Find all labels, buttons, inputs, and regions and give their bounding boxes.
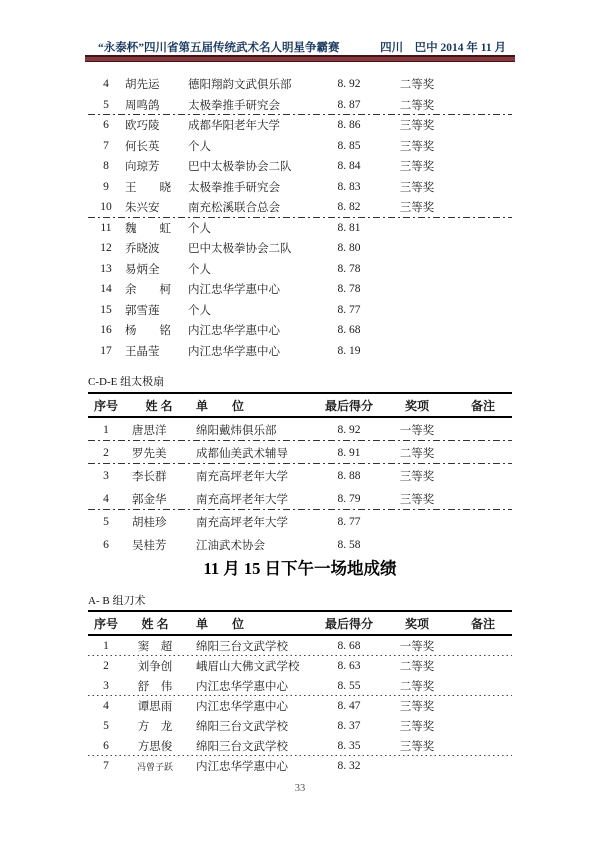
cell-no: 5 (103, 98, 109, 111)
cell-score: 8. 35 (337, 740, 361, 752)
cell-unit: 内江忠华学惠中心 (196, 681, 288, 693)
cell-unit: 个人 (188, 263, 211, 276)
table-cde-taijishan (88, 392, 512, 556)
cell-name: 唐思洋 (132, 424, 167, 437)
cell-score: 8. 77 (337, 303, 361, 316)
cell-no: 7 (103, 139, 109, 152)
cell-name: 王晶莹 (125, 345, 160, 358)
cell-name: 谭思雨 (137, 701, 173, 713)
cell-award: 二等奖 (399, 447, 435, 460)
cell-unit: 内江忠华学惠中心 (188, 345, 280, 358)
cell-name: 胡桂珍 (132, 516, 167, 529)
cell-score: 8. 19 (337, 344, 361, 357)
cell-name: 郭金华 (132, 493, 167, 506)
table-row (88, 487, 512, 510)
table-header-row (88, 610, 512, 636)
section-label-cde-taijishan: C-D-E 组太极扇 (88, 376, 165, 388)
cell-score: 8. 82 (337, 201, 361, 214)
cell-no: 17 (100, 344, 112, 357)
cell-award: 三等奖 (399, 161, 435, 174)
cell-unit: 个人 (188, 304, 211, 317)
table-row (88, 136, 512, 157)
cell-name: 吴桂芳 (132, 539, 167, 552)
cell-unit: 内江忠华学惠中心 (196, 761, 288, 773)
cell-award: 三等奖 (399, 120, 435, 133)
cell-no: 5 (103, 720, 109, 732)
cell-no: 13 (100, 262, 112, 275)
cell-no: 3 (103, 680, 109, 692)
cell-award: 三等奖 (399, 701, 435, 713)
cell-score: 8. 79 (337, 492, 361, 505)
session-heading: 11 月 15 日下午一场地成绩 (203, 559, 397, 578)
table-row (88, 95, 512, 116)
column-header-name: 姓 名 (141, 616, 169, 631)
cell-no: 2 (103, 446, 109, 459)
table-row (88, 696, 512, 716)
section-label-ab-daoshu: A- B 组刀术 (88, 595, 146, 607)
table-row (88, 418, 512, 441)
cell-no: 4 (103, 78, 109, 91)
cell-no: 1 (103, 640, 109, 652)
cell-no: 4 (103, 492, 109, 505)
cell-award: 三等奖 (399, 493, 435, 506)
cell-unit: 峨眉山大佛文武学校 (196, 661, 300, 673)
cell-name: 欧巧陵 (125, 120, 160, 133)
cell-score: 8. 88 (337, 469, 361, 482)
cell-no: 6 (103, 119, 109, 132)
table-row (88, 238, 512, 259)
table-row (88, 320, 512, 341)
table-row (88, 533, 512, 556)
cell-name: 冯曾子跃 (136, 761, 173, 772)
cell-unit: 南充高坪老年大学 (196, 493, 288, 506)
cell-unit: 个人 (188, 140, 211, 153)
cell-score: 8. 83 (337, 180, 361, 193)
column-header-award: 奖项 (404, 616, 429, 631)
cell-no: 8 (103, 160, 109, 173)
cell-no: 2 (103, 660, 109, 672)
table-row (88, 259, 512, 280)
cell-name: 魏 虹 (125, 222, 171, 235)
cell-name: 方 龙 (137, 721, 173, 733)
cell-score: 8. 63 (337, 660, 361, 672)
table-row (88, 341, 512, 362)
cell-name: 乔晓波 (125, 243, 160, 256)
cell-name: 舒 伟 (137, 681, 173, 693)
cell-no: 6 (103, 740, 109, 752)
cell-award: 二等奖 (399, 681, 435, 693)
cell-award: 三等奖 (399, 470, 435, 483)
table-row (88, 441, 512, 464)
cell-no: 7 (103, 760, 109, 772)
cell-unit: 成都仙美武术辅导 (196, 447, 288, 460)
cell-no: 5 (103, 515, 109, 528)
cell-score: 8. 92 (337, 78, 361, 91)
cell-score: 8. 86 (337, 119, 361, 132)
cell-unit: 绵阳戴炜俱乐部 (196, 424, 277, 437)
column-header-award: 奖项 (404, 398, 429, 413)
table-row (88, 736, 512, 756)
column-header-score: 最后得分 (324, 398, 373, 413)
cell-score: 8. 92 (337, 423, 361, 436)
cell-no: 14 (100, 283, 112, 296)
cell-score: 8. 84 (337, 160, 361, 173)
cell-unit: 内江忠华学惠中心 (196, 701, 288, 713)
cell-no: 15 (100, 303, 112, 316)
table-row (88, 279, 512, 300)
cell-score: 8. 47 (337, 700, 361, 712)
column-header-unit: 单 位 (196, 398, 245, 413)
cell-unit: 南充高坪老年大学 (196, 470, 288, 483)
cell-score: 8. 55 (337, 680, 361, 692)
cell-score: 8. 80 (337, 242, 361, 255)
cell-name: 易炳全 (125, 263, 160, 276)
table-taijishan-continued (88, 74, 512, 361)
table-row (88, 676, 512, 696)
cell-no: 4 (103, 700, 109, 712)
cell-name: 罗先美 (132, 447, 167, 460)
cell-no: 16 (100, 324, 112, 337)
cell-name: 郭雪莲 (125, 304, 160, 317)
table-row (88, 177, 512, 198)
column-header-no: 序号 (93, 398, 118, 413)
cell-name: 何长英 (125, 140, 160, 153)
cell-name: 余 柯 (125, 284, 171, 297)
cell-unit: 绵阳三台文武学校 (196, 741, 288, 753)
table-row (88, 510, 512, 533)
cell-score: 8. 85 (337, 139, 361, 152)
table-ab-daoshu (88, 610, 512, 776)
cell-score: 8. 68 (337, 324, 361, 337)
cell-award: 二等奖 (399, 99, 435, 112)
table-row (88, 716, 512, 736)
table-row (88, 115, 512, 136)
cell-award: 三等奖 (399, 181, 435, 194)
cell-no: 3 (103, 469, 109, 482)
cell-score: 8. 58 (337, 538, 361, 551)
table-row (88, 74, 512, 95)
cell-name: 杨 铭 (125, 325, 171, 338)
cell-no: 1 (103, 423, 109, 436)
table-row (88, 156, 512, 177)
cell-score: 8. 87 (337, 98, 361, 111)
cell-no: 11 (100, 221, 112, 234)
cell-unit: 太极拳推手研究会 (188, 99, 280, 112)
column-header-name: 姓 名 (145, 398, 173, 413)
cell-unit: 绵阳三台文武学校 (196, 721, 288, 733)
cell-unit: 太极拳推手研究会 (188, 181, 280, 194)
table-header-row (88, 392, 512, 418)
cell-score: 8. 91 (337, 446, 361, 459)
cell-name: 方思俊 (137, 741, 173, 753)
cell-unit: 南充高坪老年大学 (196, 516, 288, 529)
cell-award: 三等奖 (399, 202, 435, 215)
cell-unit: 巴中太极拳协会二队 (188, 161, 292, 174)
cell-score: 8. 81 (337, 221, 361, 234)
column-header-unit: 单 位 (196, 616, 245, 631)
cell-unit: 巴中太极拳协会二队 (188, 243, 292, 256)
cell-name: 刘争创 (137, 661, 173, 673)
column-header-note: 备注 (470, 398, 495, 413)
cell-score: 8. 78 (337, 262, 361, 275)
cell-unit: 江油武术协会 (196, 539, 265, 552)
cell-score: 8. 77 (337, 515, 361, 528)
cell-name: 周鸣鸽 (125, 99, 160, 112)
competition-title: “永泰杯”四川省第五届传统武术名人明星争霸赛 (98, 42, 340, 54)
table-row (88, 197, 512, 218)
table-row (88, 756, 512, 776)
cell-unit: 个人 (188, 222, 211, 235)
column-header-no: 序号 (93, 616, 118, 631)
header-rule (85, 55, 515, 62)
cell-name: 窦 超 (137, 641, 173, 653)
table-row (88, 464, 512, 487)
cell-name: 朱兴安 (125, 202, 160, 215)
cell-award: 一等奖 (399, 424, 435, 437)
table-row (88, 218, 512, 239)
cell-no: 9 (103, 180, 109, 193)
cell-award: 三等奖 (399, 741, 435, 753)
cell-name: 李长群 (132, 470, 167, 483)
cell-award: 二等奖 (399, 661, 435, 673)
cell-name: 王 晓 (125, 181, 171, 194)
cell-score: 8. 32 (337, 760, 361, 772)
cell-unit: 成都华阳老年大学 (188, 120, 280, 133)
venue-date: 四川 巴中 2014 年 11 月 (380, 42, 506, 54)
table-row (88, 656, 512, 676)
cell-no: 10 (100, 201, 112, 214)
cell-unit: 内江忠华学惠中心 (188, 284, 280, 297)
cell-unit: 绵阳三台文武学校 (196, 641, 288, 653)
cell-score: 8. 37 (337, 720, 361, 732)
cell-award: 三等奖 (399, 721, 435, 733)
cell-no: 12 (100, 242, 112, 255)
table-row (88, 300, 512, 321)
cell-score: 8. 68 (337, 640, 361, 652)
table-row (88, 636, 512, 656)
cell-name: 胡先运 (125, 79, 160, 92)
cell-award: 二等奖 (399, 79, 435, 92)
column-header-score: 最后得分 (324, 616, 373, 631)
cell-unit: 内江忠华学惠中心 (188, 325, 280, 338)
cell-award: 三等奖 (399, 140, 435, 153)
cell-unit: 南充松溪联合总会 (188, 202, 280, 215)
cell-score: 8. 78 (337, 283, 361, 296)
cell-no: 6 (103, 538, 109, 551)
page-number: 33 (294, 783, 306, 794)
cell-name: 向琼芳 (125, 161, 160, 174)
page-header (98, 39, 506, 55)
column-header-note: 备注 (470, 616, 495, 631)
cell-unit: 德阳翔韵文武俱乐部 (188, 79, 292, 92)
cell-award: 一等奖 (399, 641, 435, 653)
